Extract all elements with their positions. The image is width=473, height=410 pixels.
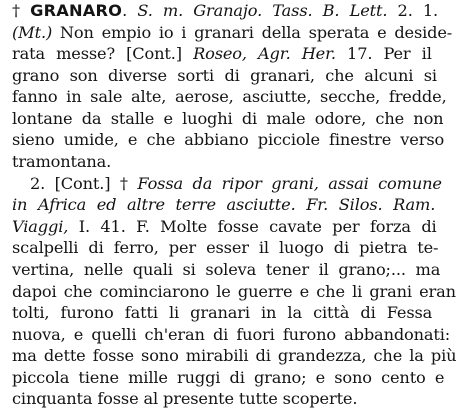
quote-text: rata messe? [Cont.] — [12, 44, 194, 64]
entry-line-5 — [12, 86, 469, 108]
citation-source: Viaggi, — [12, 216, 69, 236]
entry-line-16 — [12, 324, 469, 346]
quote-text: nuova, e quelli ch'eran di fuori furono abbandonati: — [12, 324, 451, 344]
entry-line-6 — [12, 108, 469, 130]
entry-line-8 — [12, 151, 469, 173]
entry-line-10 — [12, 194, 469, 216]
quote-text: piccola tiene mille ruggi di grano; e sono cento e — [12, 367, 445, 387]
quote-text: cinquanta fosse al presente tutte scoperte. — [12, 389, 358, 409]
entry-line-3 — [12, 43, 469, 65]
quote-text: scalpelli di ferro, per esser il luogo di pietra te- — [12, 238, 439, 258]
sense-number: 2. [Cont.] † — [30, 173, 138, 193]
citation-abbrev: (Mt.) — [12, 22, 53, 42]
sense-definition: Fossa da ripor grani, assai comune — [137, 173, 442, 193]
quote-text: Non empio io i granari della sperata e deside- — [52, 22, 453, 42]
quote-text: fanno in sale alte, aerose, asciutte, secche, fredde, — [12, 87, 447, 107]
entry-line-1 — [12, 0, 469, 22]
quote-text: ma dette fosse sono mirabili di grandezza, che la più — [12, 346, 457, 366]
entry-line-11 — [12, 216, 469, 238]
quote-text: sieno umide, e che abbiano picciole finestre verso — [12, 130, 445, 150]
quote-text: tramontana. — [12, 152, 112, 172]
entry-line-15 — [12, 302, 469, 324]
entry-line-13 — [12, 259, 469, 281]
quote-text: I. 41. F. Molte fosse cavate per forza di — [68, 216, 437, 236]
entry-line-14 — [12, 281, 469, 303]
quote-text: 17. Per il — [335, 44, 432, 64]
entry-line-2 — [12, 22, 469, 44]
entry-line-12 — [12, 237, 469, 259]
entry-line-9 — [30, 173, 469, 195]
quote-text: dapoi che cominciarono le guerre e che li grani eran — [12, 281, 456, 301]
quote-text: lontane da stalle e luoghi di male odore, che non — [12, 108, 444, 128]
headword-period: . — [122, 1, 138, 20]
citation-source: Roseo, Agr. Her. — [193, 44, 336, 64]
entry-line-4 — [12, 65, 469, 87]
entry-line-17 — [12, 345, 469, 367]
entry-line-19 — [12, 388, 469, 410]
entry-line-18 — [12, 367, 469, 389]
dagger-mark: † — [12, 1, 31, 20]
quote-text: grano son diverse sorti di granari, che alcuni si — [12, 65, 437, 85]
definition-source: S. m. Granajo. Tass. B. Lett. — [137, 1, 388, 20]
quote-text: vertina, nelle quali si soleva tener il grano;... ma — [12, 259, 441, 279]
headword: GRANARO — [30, 1, 123, 20]
entry-line-7 — [12, 129, 469, 151]
sense-definition: in Africa ed altre terre asciutte. Fr. Silos. Ram. — [12, 195, 436, 215]
quote-text: tolti, furono fatti li granari in la città di Fessa — [12, 303, 433, 323]
citation-number: 2. 1. — [387, 1, 439, 20]
